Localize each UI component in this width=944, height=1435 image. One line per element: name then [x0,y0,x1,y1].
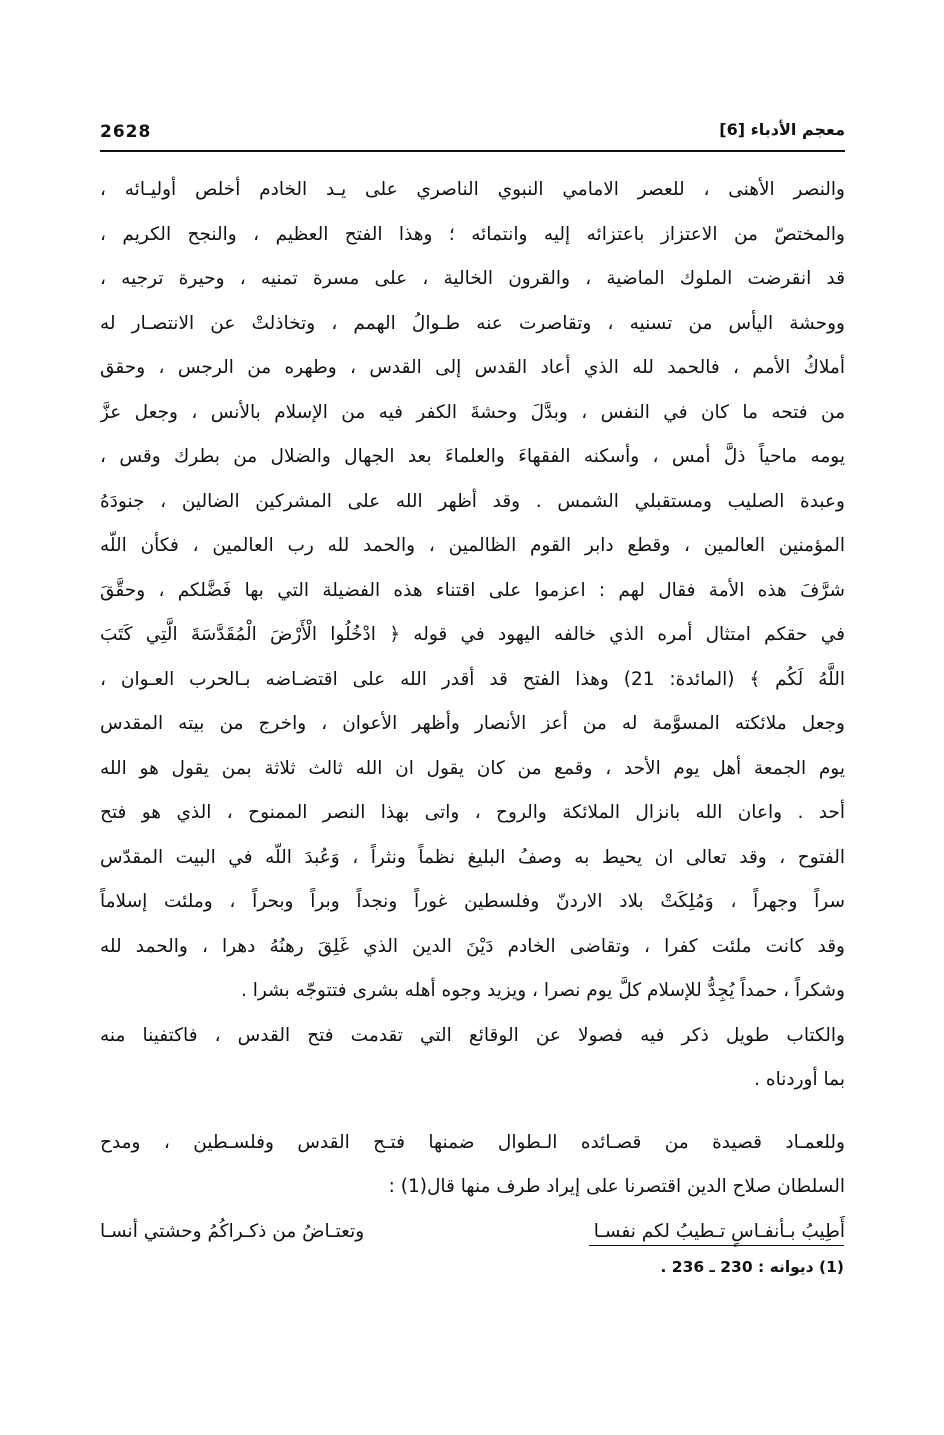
footnote-rule [589,1245,844,1246]
text-line: قد انقرضت الملوك الماضية ، والقرون الخالية ، على مسرة تمنيه ، وحيرة ترجيه ، [100,268,845,289]
paragraph-gap [100,1103,845,1121]
text-line: السلطان صلاح الدين اقتصرنا على إيراد طرف منها قال(1) : [388,1176,845,1197]
text-line: وجعل ملائكته المسوَّمة له من أعز الأنصار وأظهر الأعوان ، واخرج من بيته المقدس [100,713,845,734]
text-line: والنصر الأهنى ، للعصر الامامي النبوي الناصري على يـد الخادم أخلص أوليـائه ، [100,179,845,200]
text-line: وقد كانت ملئت كفرا ، وتقاضى الخادم دَيْنَ الدين الذي غَلِقَ رهنُهُ دهرا ، والحمد لله [100,935,845,957]
page-number: 2628 [100,122,152,142]
text-line: شرَّفَ هذه الأمة فقال لهم : اعزموا على اقتناء هذه الفضيلة التي بها فَضَّلكم ، وحقَّقَ [100,579,845,601]
text-line: من فتحه ما كان في النفس ، وبدَّلَ وحشةَ الكفر فيه من الإسلام بالأنس ، وجعل عزَّ [100,401,845,423]
text-line: والكتاب طويل ذكر فيه فصولا عن الوقائع التي تقدمت فتح القدس ، فاكتفينا منه [100,1024,845,1046]
page-header [100,118,845,148]
verse-first-hemistich: أَطِيبُ بـأنفـاسٍ تـطيبُ لكم نفسـا [593,1220,845,1242]
text-line: أحد . واعان الله بانزال الملائكة والروح ، واتى بهذا النصر الممنوح ، الذي هو فتح [100,802,845,823]
quran-line: اللَّهُ لَكُم ﴾ (المائدة: 21) وهذا الفتح قد أقدر الله على اقتضـاضه بـالحرب العـوان ، [100,668,845,690]
paragraph-3 [100,1121,845,1210]
text-line: والمختصّ من الاعتزاز باعتزائه إليه وانتمائه ؛ وهذا الفتح العظيم ، والنجح الكريم ، [100,223,845,245]
text-line: المؤمنين العالمين ، وقطع دابر القوم الظالمين ، والحمد لله رب العالمين ، فكأن اللّه [100,535,845,556]
text-line: سراً وجهراً ، وَمُلِكَتْ بلاد الاردنّ وفلسطين غوراً ونجداً وبراً وبحراً ، وملئت إسلاماً [100,891,845,912]
text-line: يوم الجمعة أهل يوم الأحد ، وقمع من كان يقول ان الله ثالث ثلاثة بمن يقول هو الله [100,757,845,779]
text-line: ووحشة اليأس من تسنيه ، وتقاصرت عنه طـوالُ الهمم ، وتخاذلتْ عن الانتصـار له [100,312,845,334]
text-line: وعبدة الصليب ومستقبلي الشمس . وقد أظهر الله على المشركين الضالين ، جنودَهُ [100,490,845,512]
running-head: معجم الأدباء [6] [719,120,845,139]
main-text [100,168,845,1254]
paragraph-2 [100,1014,845,1103]
text-line: الفتوح ، وقد تعالى ان يحيط به وصفُ البليغ نظماً ونثراً ، وَعُبدَ اللّه في البيت المقدّس [100,846,845,868]
poem-verse [100,1210,845,1255]
text-line: وشكراً ، حمداً يُجِدُّ للإسلام كلَّ يوم نصرا ، ويزيد وجوه أهله بشرى فتتوجّه بشرا . [241,980,845,1001]
text-line: أملاكُ الأمم ، فالحمد لله الذي أعاد القدس إلى القدس ، وطهره من الرجس ، وحقق [100,357,845,378]
verse-second-hemistich: وتعتـاضُ من ذكـراكُمُ وحشتي أنسـا [100,1220,365,1242]
text-line: يومه ماحياً ذلَّ أمس ، وأسكنه الفقهاءَ والعلماءَ بعد الجهال والضلال من بطرك وقس ، [100,446,845,467]
paragraph-1 [100,168,845,1014]
text-line: بما أوردناه . [754,1069,845,1090]
text-line: وللعمـاد قصيدة من قصـائده الـطوال ضمنها فتـح القدس وفلسـطين ، ومدح [100,1131,845,1153]
header-rule [100,150,845,152]
footnote: (1) ديوانه : 230 ـ 236 . [660,1258,844,1276]
quran-line: في حقكم امتثال أمره الذي خالفه اليهود في قوله ﴿ ادْخُلُوا الْأَرْضَ الْمُقَدَّسَةَ الَّتِي كَتَبَ [100,624,845,645]
